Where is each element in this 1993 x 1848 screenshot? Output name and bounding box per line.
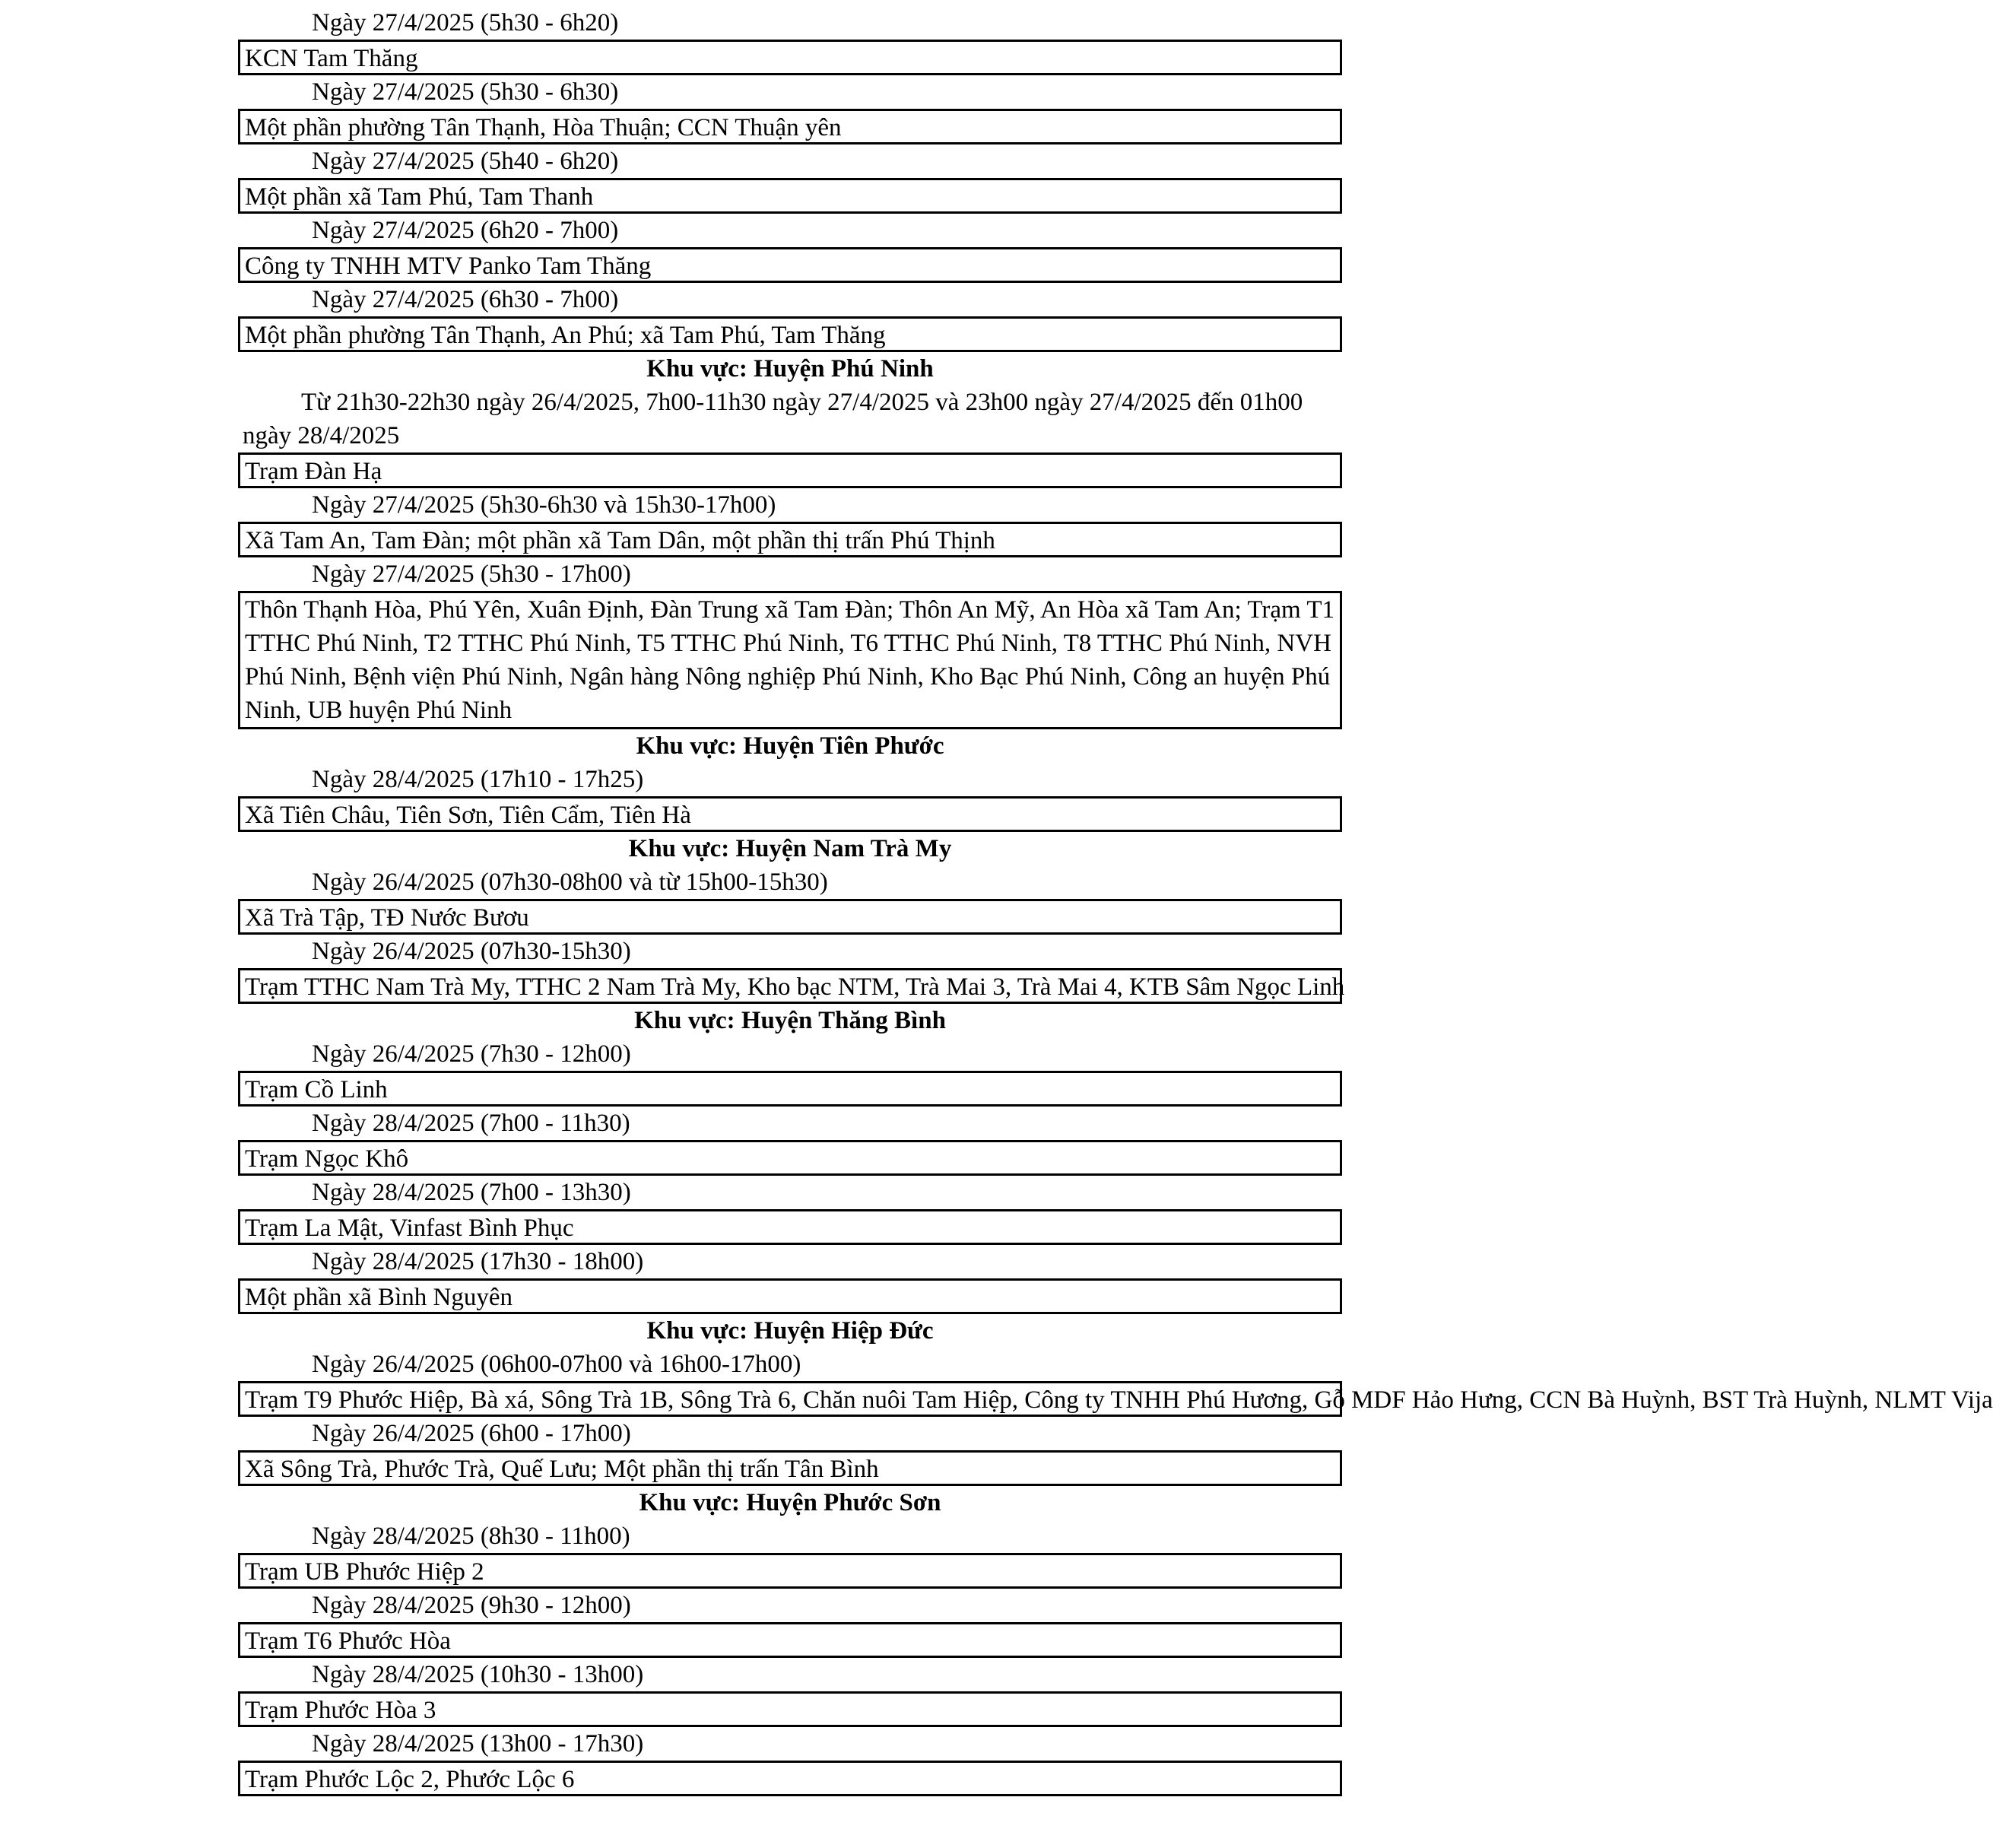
schedule-date-line: Ngày 27/4/2025 (5h30 - 6h20) xyxy=(312,9,619,37)
schedule-date-line: Ngày 27/4/2025 (5h30 - 6h30) xyxy=(312,78,619,106)
affected-area-box: Thôn Thạnh Hòa, Phú Yên, Xuân Định, Đàn Trung xã Tam Đàn; Thôn An Mỹ, An Hòa xã Tam An; Trạm T1 TTHC Phú Ninh, T2 TTHC Phú Ninh, T5 TTHC Phú Ninh, T6 TTHC Phú Ninh, T8 TTHC Phú Ninh, NVH Phú Ninh, Bệnh viện Phú Ninh, Ngân hàng Nông nghiệp Phú Ninh, Kho Bạc Phú Ninh, Công an huyện Phú Ninh, UB huyện Phú Ninh xyxy=(238,591,1342,729)
affected-area-box: Trạm Cồ Linh xyxy=(238,1071,1342,1107)
schedule-date-line: Ngày 27/4/2025 (5h40 - 6h20) xyxy=(312,148,619,175)
schedule-date-line: Ngày 26/4/2025 (06h00-07h00 và 16h00-17h00) xyxy=(312,1351,801,1378)
affected-area-box: Xã Tam An, Tam Đàn; một phần xã Tam Dân, một phần thị trấn Phú Thịnh xyxy=(238,522,1342,557)
region-heading: Khu vực: Huyện Hiệp Đức xyxy=(646,1317,934,1345)
schedule-date-line: Ngày 27/4/2025 (6h30 - 7h00) xyxy=(312,286,619,313)
schedule-date-line: Ngày 28/4/2025 (8h30 - 11h00) xyxy=(312,1523,630,1550)
schedule-date-line: Ngày 27/4/2025 (5h30 - 17h00) xyxy=(312,560,631,588)
affected-area-box: Trạm UB Phước Hiệp 2 xyxy=(238,1553,1342,1589)
affected-area-box: Công ty TNHH MTV Panko Tam Thăng xyxy=(238,247,1342,283)
schedule-date-line: Ngày 26/4/2025 (7h30 - 12h00) xyxy=(312,1040,631,1068)
affected-area-box: Xã Sông Trà, Phước Trà, Quế Lưu; Một phần thị trấn Tân Bình xyxy=(238,1450,1342,1486)
schedule-date-line: Ngày 28/4/2025 (9h30 - 12h00) xyxy=(312,1592,631,1619)
schedule-date-line: Ngày 27/4/2025 (6h20 - 7h00) xyxy=(312,217,619,244)
affected-area-box: Trạm Phước Lộc 2, Phước Lộc 6 xyxy=(238,1761,1342,1796)
schedule-date-line: Ngày 28/4/2025 (17h10 - 17h25) xyxy=(312,766,644,793)
affected-area-box: Xã Trà Tập, TĐ Nước Bươu xyxy=(238,899,1342,935)
affected-area-box: Trạm Đàn Hạ xyxy=(238,452,1342,488)
affected-area-box: Trạm T6 Phước Hòa xyxy=(238,1622,1342,1658)
affected-area-box: Một phần phường Tân Thạnh, Hòa Thuận; CCN Thuận yên xyxy=(238,109,1342,144)
region-heading: Khu vực: Huyện Phước Sơn xyxy=(639,1489,941,1516)
affected-area-box: Trạm Phước Hòa 3 xyxy=(238,1691,1342,1727)
affected-area-box: Trạm TTHC Nam Trà My, TTHC 2 Nam Trà My, Kho bạc NTM, Trà Mai 3, Trà Mai 4, KTB Sâm Ngọc Linh xyxy=(238,968,1342,1004)
schedule-date-line: Ngày 26/4/2025 (6h00 - 17h00) xyxy=(312,1420,631,1447)
affected-area-box: Xã Tiên Châu, Tiên Sơn, Tiên Cẩm, Tiên Hà xyxy=(238,796,1342,832)
affected-area-box: Một phần phường Tân Thạnh, An Phú; xã Tam Phú, Tam Thăng xyxy=(238,316,1342,352)
schedule-date-line: Ngày 26/4/2025 (07h30-15h30) xyxy=(312,938,631,965)
affected-area-box: Trạm Ngọc Khô xyxy=(238,1140,1342,1176)
region-heading: Khu vực: Huyện Phú Ninh xyxy=(646,355,934,383)
affected-area-box: Một phần xã Bình Nguyên xyxy=(238,1278,1342,1314)
region-heading: Khu vực: Huyện Nam Trà My xyxy=(628,835,952,862)
affected-area-box: Trạm La Mật, Vinfast Bình Phục xyxy=(238,1209,1342,1245)
region-heading: Khu vực: Huyện Tiên Phước xyxy=(636,732,944,760)
schedule-date-line: Ngày 26/4/2025 (07h30-08h00 và từ 15h00-15h30) xyxy=(312,868,828,896)
affected-area-box: KCN Tam Thăng xyxy=(238,40,1342,75)
schedule-date-line: Ngày 28/4/2025 (17h30 - 18h00) xyxy=(312,1248,644,1275)
schedule-paragraph: Từ 21h30-22h30 ngày 26/4/2025, 7h00-11h30 ngày 27/4/2025 và 23h00 ngày 27/4/2025 đến 01h00 ngày 28/4/2025 xyxy=(243,389,1303,449)
schedule-date-line: Ngày 27/4/2025 (5h30-6h30 và 15h30-17h00) xyxy=(312,491,776,519)
schedule-date-line: Ngày 28/4/2025 (10h30 - 13h00) xyxy=(312,1661,644,1688)
affected-area-box: Trạm T9 Phước Hiệp, Bà xá, Sông Trà 1B, Sông Trà 6, Chăn nuôi Tam Hiệp, Công ty TNHH Phú Hương, Gỗ MDF Hảo Hưng, CCN Bà Huỳnh, BST Trà Huỳnh, NLMT Vija xyxy=(238,1381,1342,1417)
schedule-date-line: Ngày 28/4/2025 (7h00 - 11h30) xyxy=(312,1110,630,1137)
schedule-date-line: Ngày 28/4/2025 (13h00 - 17h30) xyxy=(312,1730,644,1758)
outage-schedule-document xyxy=(238,6,1993,1796)
affected-area-box: Một phần xã Tam Phú, Tam Thanh xyxy=(238,178,1342,214)
region-heading: Khu vực: Huyện Thăng Bình xyxy=(634,1007,946,1034)
schedule-date-line: Ngày 28/4/2025 (7h00 - 13h30) xyxy=(312,1179,631,1206)
